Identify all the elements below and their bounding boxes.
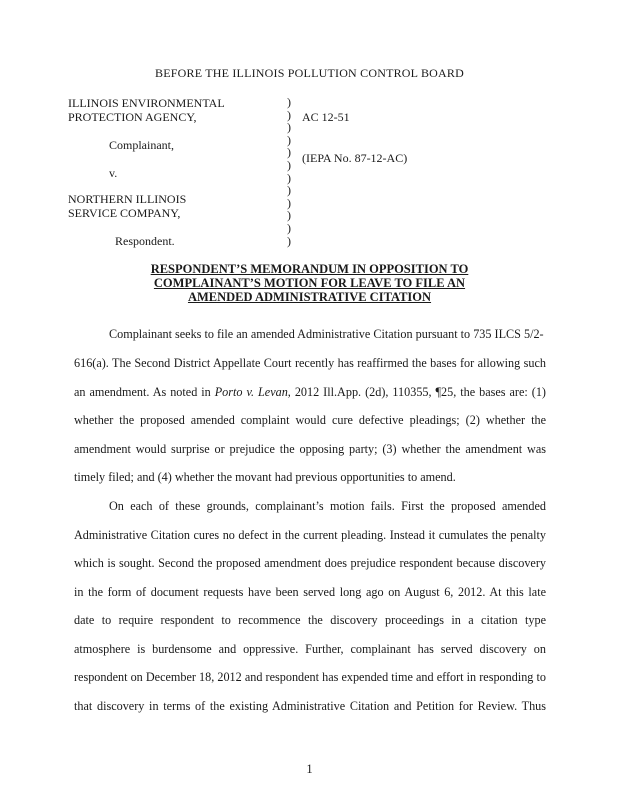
para1-line1: Complainant seeks to file an amended Administrative Citation pursuant to 735 ILCS 5/2- <box>109 327 544 341</box>
para1-line3-lead: an amendment. As noted in <box>74 385 215 399</box>
board-header: BEFORE THE ILLINOIS POLLUTION CONTROL BOARD <box>155 66 464 80</box>
complainant-name-line1: ILLINOIS ENVIRONMENTAL <box>68 96 225 110</box>
para2-line8: that discovery in terms of the existing Administrative Citation and Petition for Review. Thus <box>74 699 546 713</box>
para1-line3-tail: , 2012 Ill.App. (2d), 110355, ¶25, the bases are: (1) <box>287 385 546 399</box>
para2-line6: atmosphere is burdensome and oppressive. Further, complainant has served discovery on <box>74 642 546 656</box>
respondent-name-line1: NORTHERN ILLINOIS <box>68 192 187 206</box>
para2-line1: On each of these grounds, complainant’s motion fails. First the proposed amended <box>109 499 546 513</box>
iepa-number: (IEPA No. 87-12-AC) <box>302 151 408 165</box>
title-line2: COMPLAINANT’S MOTION FOR LEAVE TO FILE AN <box>153 276 466 290</box>
para1-line2: 616(a). The Second District Appellate Court recently has reaffirmed the bases for allowing such <box>74 356 546 370</box>
para1-line6: timely filed; and (4) whether the movant had previous opportunities to amend. <box>74 470 456 484</box>
complainant-name-line2: PROTECTION AGENCY, <box>68 110 197 124</box>
para1-line5: amendment would surprise or prejudice the opposing party; (3) whether the amendment was <box>74 442 546 456</box>
para2-line2: Administrative Citation cures no defect in the current pleading. Instead it cumulates the penalty <box>74 528 546 542</box>
page-number: 1 <box>306 762 313 776</box>
title-line1: RESPONDENT’S MEMORANDUM IN OPPOSITION TO <box>150 262 469 276</box>
title-line3: AMENDED ADMINISTRATIVE CITATION <box>187 290 432 304</box>
para2-line3: which is sought. Second the proposed amendment does prejudice respondent because discovery <box>74 556 546 570</box>
complainant-role: Complainant, <box>109 138 174 152</box>
respondent-name-line2: SERVICE COMPANY, <box>68 206 181 220</box>
para1-line3 <box>74 385 546 400</box>
caption-parenthesis-column: ) ) ) ) ) ) ) ) ) ) ) ) <box>287 95 291 248</box>
case-citation: Porto v. Levan <box>214 385 288 399</box>
versus-label: v. <box>109 166 118 180</box>
para2-line5: date to require respondent to recommence the discovery proceedings in a citation type <box>74 613 546 627</box>
para2-line7: respondent on December 18, 2012 and respondent has expended time and effort in responding to <box>74 670 546 684</box>
para1-line4: whether the proposed amended complaint would cure defective pleadings; (2) whether the <box>74 413 546 427</box>
case-number: AC 12-51 <box>302 110 350 124</box>
para2-line4: in the form of document requests have been served long ago on August 6, 2012. At this late <box>74 585 546 599</box>
respondent-role: Respondent. <box>115 234 175 248</box>
